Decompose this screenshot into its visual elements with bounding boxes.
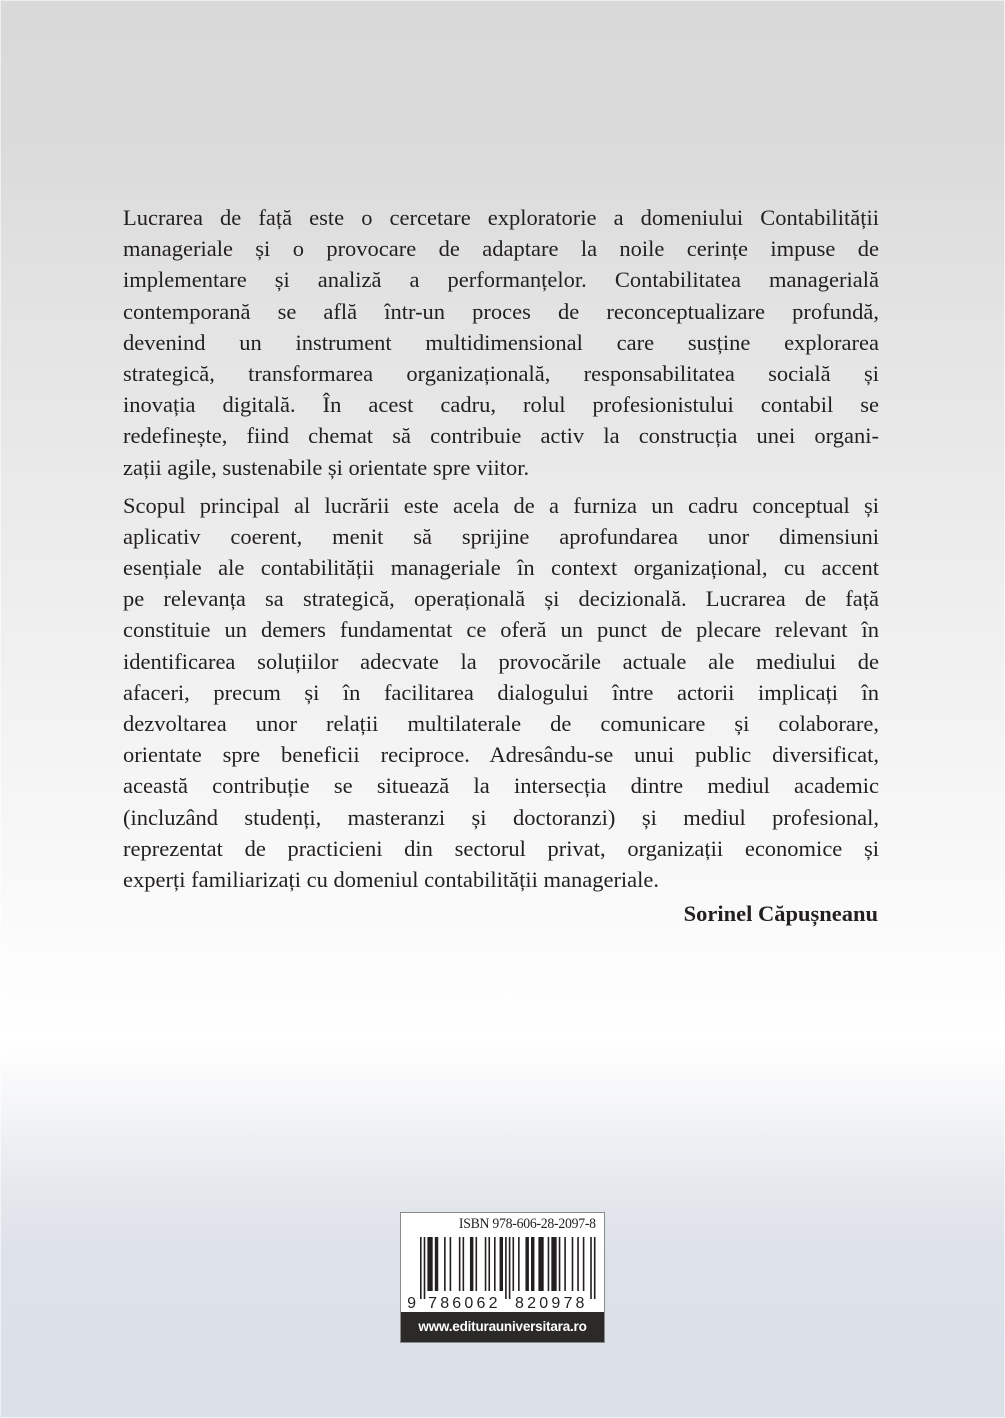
- barcode-bar: [525, 1237, 528, 1291]
- barcode-bar: [427, 1237, 432, 1291]
- barcode-bar: [459, 1237, 461, 1291]
- barcode-guard-bar: [509, 1237, 511, 1299]
- barcode-bar: [488, 1237, 490, 1291]
- barcode-guard-bar: [505, 1237, 507, 1299]
- barcode-bar: [559, 1237, 561, 1291]
- paragraph-2: [123, 490, 879, 895]
- text-line: dezvoltarea unor relații multilaterale de comunicare și colaborare,: [123, 711, 879, 736]
- text-line: reprezentat de practicieni din sectorul privat, organizații economice și: [123, 835, 879, 861]
- barcode-guard-bar: [590, 1237, 592, 1299]
- barcode-bar: [513, 1237, 515, 1291]
- text-line: experți familiarizați cu domeniul contabilității manageriale.: [123, 866, 660, 892]
- barcode-bar: [450, 1237, 452, 1291]
- text-line: Scopul principal al lucrării este acela de a furniza un cadru conceptual și: [123, 492, 879, 518]
- text-line: afaceri, precum și în facilitarea dialogului între actorii implicați în: [123, 679, 879, 705]
- barcode-bar: [485, 1237, 487, 1291]
- author-signature: Sorinel Căpușneanu: [683, 901, 878, 926]
- text-line: această contribuție se situează la intersecția dintre mediul academic: [123, 773, 879, 799]
- paragraph-1: [123, 202, 879, 483]
- barcode-bar: [435, 1237, 438, 1291]
- barcode-bar: [518, 1237, 520, 1291]
- text-line: pe relevanța sa strategică, operațională și decizională. Lucrarea de față: [123, 586, 879, 612]
- barcode-bar: [551, 1237, 556, 1291]
- barcode-guard-bar: [594, 1237, 596, 1299]
- barcode-bar: [476, 1237, 478, 1291]
- barcode-digits: 786062: [428, 1295, 501, 1312]
- barcode-bar: [572, 1237, 574, 1291]
- barcode-bar: [494, 1237, 496, 1291]
- text-line: Lucrarea de față este o cercetare exploratorie a domeniului Contabilității: [123, 205, 879, 230]
- text-line: identificarea soluțiilor adecvate la provocările actuale ale mediului de: [123, 648, 879, 674]
- isbn-barcode-block: [401, 1213, 604, 1342]
- barcode-bar: [548, 1237, 550, 1291]
- text-line: orientate spre beneficii reciproce. Adresându-se unui public diversificat,: [123, 742, 879, 768]
- barcode-bar: [444, 1237, 446, 1291]
- barcode-bar: [577, 1237, 579, 1291]
- barcode-digits: 9: [407, 1295, 416, 1312]
- text-line: zații agile, sustenabile și orientate spre viitor.: [123, 454, 530, 480]
- barcode-bar: [470, 1237, 473, 1291]
- text-line: contemporană se află într-un proces de reconceptualizare profundă,: [123, 298, 879, 324]
- barcode-bar: [463, 1237, 465, 1291]
- text-line: esențiale ale contabilității manageriale în context organizațional, cu accent: [123, 555, 879, 581]
- barcode-bar: [583, 1237, 585, 1291]
- barcode-guard-bar: [420, 1237, 422, 1299]
- text-line: devenind un instrument multidimensional care susține explorarea: [123, 329, 879, 355]
- barcode-bar: [500, 1237, 503, 1291]
- text-line: implementare și analiză a performanțelor. Contabilitatea managerială: [123, 267, 879, 293]
- text-line: manageriale și o provocare de adaptare la noile cerințe impuse de: [123, 236, 879, 262]
- barcode: [401, 1213, 604, 1312]
- back-cover-blurb: [123, 202, 879, 902]
- barcode-bar: [538, 1237, 543, 1291]
- barcode-bar: [564, 1237, 566, 1291]
- isbn-label: ISBN 978-606-28-2097-8: [459, 1216, 596, 1232]
- barcode-digits: 820978: [515, 1295, 588, 1312]
- publisher-url: www.editurauniversitara.ro: [401, 1312, 604, 1342]
- text-line: (incluzând studenți, masteranzi și doctoranzi) și mediul profesional,: [123, 804, 879, 830]
- barcode-guard-bar: [424, 1237, 426, 1299]
- text-line: inovația digitală. În acest cadru, rolul profesionistului contabil se: [123, 392, 879, 418]
- text-line: redefinește, fiind chemat să contribuie activ la construcția unei organi-: [123, 423, 879, 449]
- text-line: strategică, transformarea organizațională, responsabilitatea socială și: [123, 360, 879, 386]
- barcode-bar: [531, 1237, 534, 1291]
- text-line: constituie un demers fundamentat ce oferă un punct de plecare relevant în: [123, 617, 879, 643]
- text-line: aplicativ coerent, menit să sprijine aprofundarea unor dimensiuni: [123, 523, 879, 549]
